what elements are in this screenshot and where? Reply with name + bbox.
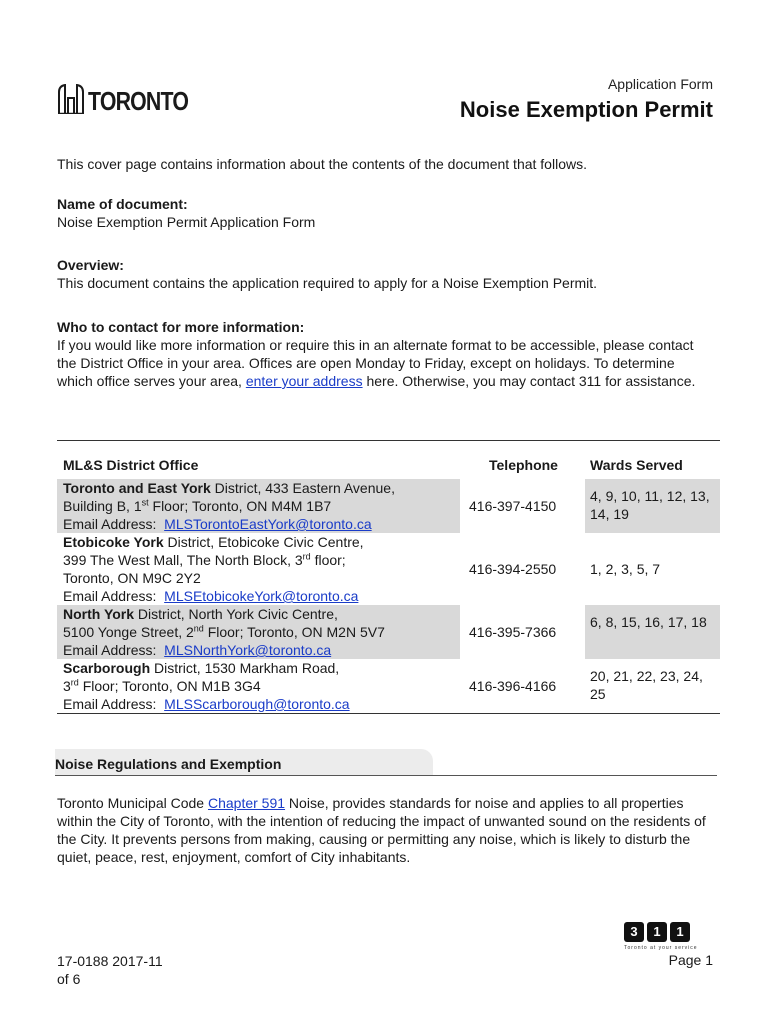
office-name: Scarborough	[63, 660, 151, 676]
city-hall-icon	[58, 84, 84, 114]
overview-text: This document contains the application required to apply for a Noise Exemption Permit.	[57, 275, 598, 291]
email-label: Email Address:	[63, 516, 157, 532]
district-office-table	[57, 440, 720, 712]
email-link[interactable]: MLSTorontoEastYork@toronto.ca	[164, 516, 372, 532]
contact-heading: Who to contact for more information:	[57, 319, 305, 335]
form-number: 17-0188 2017-11	[57, 953, 163, 969]
overview-heading: Overview:	[57, 257, 124, 273]
address-line: District, Etobicoke Civic Centre,	[163, 534, 364, 550]
page-count: of 6	[57, 971, 81, 987]
contact-text-part1: If you would like more information or require this in an alternate format to be accessible, please contact the District Office in your area. Offices are open Monday to Friday, except on holidays. To determine which office serves your area,	[57, 337, 694, 389]
header-telephone: Telephone	[489, 457, 558, 473]
email-link[interactable]: MLSEtobicokeYork@toronto.ca	[164, 588, 359, 604]
office-phone: 416-394-2550	[469, 561, 557, 577]
page-title: Noise Exemption Permit	[459, 97, 713, 122]
footer-form-number	[57, 952, 163, 988]
table-row	[57, 479, 720, 533]
address-line: 3	[63, 678, 71, 694]
office-name: Etobicoke York	[63, 534, 164, 550]
311-badge	[624, 922, 698, 942]
address-sup: st	[141, 497, 149, 508]
email-link[interactable]: MLSScarborough@toronto.ca	[164, 696, 350, 712]
intro-text: This cover page contains information about the contents of the document that follows.	[57, 156, 587, 172]
office-name: Toronto and East York	[63, 480, 211, 496]
table-row	[57, 659, 720, 714]
office-address	[63, 659, 463, 713]
email-label: Email Address:	[63, 642, 157, 658]
office-phone: 416-396-4166	[469, 678, 557, 694]
office-wards: 1, 2, 3, 5, 7	[590, 561, 661, 577]
table-header	[57, 455, 720, 477]
enter-address-link[interactable]: enter your address	[245, 373, 363, 389]
office-name: North York	[63, 606, 135, 622]
address-line: District, North York Civic Centre,	[134, 606, 338, 622]
address-line: Floor; Toronto, ON M1B 3G4	[78, 678, 261, 694]
badge-digit: 1	[647, 922, 667, 942]
address-sup: nd	[193, 623, 204, 634]
table-row	[57, 533, 720, 605]
contact-text-part2: here. Otherwise, you may contact 311 for assistance.	[362, 373, 696, 389]
form-type: Application Form	[607, 76, 713, 92]
email-label: Email Address:	[63, 588, 157, 604]
section-text	[57, 794, 712, 866]
address-sup: rd	[70, 677, 79, 688]
name-of-document-value: Noise Exemption Permit Application Form	[57, 214, 316, 230]
page-number: Page 1	[668, 952, 713, 968]
address-line: Floor; Toronto, ON M2N 5V7	[203, 624, 385, 640]
name-of-document-section	[57, 195, 717, 231]
311-logo	[624, 922, 698, 951]
section-title: Noise Regulations and Exemption	[55, 756, 282, 772]
office-phone: 416-397-4150	[469, 498, 557, 514]
office-address	[63, 605, 463, 659]
email-link[interactable]: MLSNorthYork@toronto.ca	[164, 642, 332, 658]
office-wards: 20, 21, 22, 23, 24, 25	[590, 668, 703, 702]
address-line: 399 The West Mall, The North Block, 3	[63, 552, 303, 568]
contact-text	[57, 336, 697, 390]
section-text-part1: Toronto Municipal Code	[57, 795, 208, 811]
badge-digit: 3	[624, 922, 644, 942]
office-wards: 6, 8, 15, 16, 17, 18	[590, 614, 707, 630]
overview-section	[57, 256, 717, 292]
address-line: Building B, 1	[63, 498, 142, 514]
badge-tagline: Toronto at your service	[624, 945, 698, 951]
office-wards: 4, 9, 10, 11, 12, 13, 14, 19	[590, 488, 710, 522]
office-address	[63, 533, 463, 605]
office-phone: 416-395-7366	[469, 624, 557, 640]
header-wards: Wards Served	[590, 457, 683, 473]
logo-wordmark: TORONTO	[88, 86, 189, 116]
address-line: District, 433 Eastern Avenue,	[210, 480, 395, 496]
address-line: Toronto, ON M9C 2Y2	[63, 570, 201, 586]
address-line: Floor; Toronto, ON M4M 1B7	[148, 498, 332, 514]
chapter-591-link[interactable]: Chapter 591	[207, 795, 286, 811]
toronto-logo	[58, 84, 210, 114]
email-label: Email Address:	[63, 696, 157, 712]
address-sup: rd	[302, 551, 311, 562]
name-of-document-heading: Name of document:	[57, 196, 188, 212]
address-line: floor;	[310, 552, 346, 568]
address-line: District, 1530 Markham Road,	[150, 660, 340, 676]
office-address	[63, 479, 463, 533]
header-district-office: ML&S District Office	[63, 457, 199, 473]
contact-section	[57, 318, 697, 390]
table-row	[57, 605, 720, 659]
badge-digit: 1	[670, 922, 690, 942]
section-text-part2: Noise, provides standards for noise and applies to all properties within the City of Toronto, with the intention of reducing the impact of unwanted sound on the residents of the City. It prevents persons from making, causing or permitting any noise, which is likely to disturb the quiet, peace, rest, enjoyment, comfort of City inhabitants.	[57, 795, 706, 865]
section-divider	[55, 775, 717, 776]
address-line: 5100 Yonge Street, 2	[63, 624, 194, 640]
